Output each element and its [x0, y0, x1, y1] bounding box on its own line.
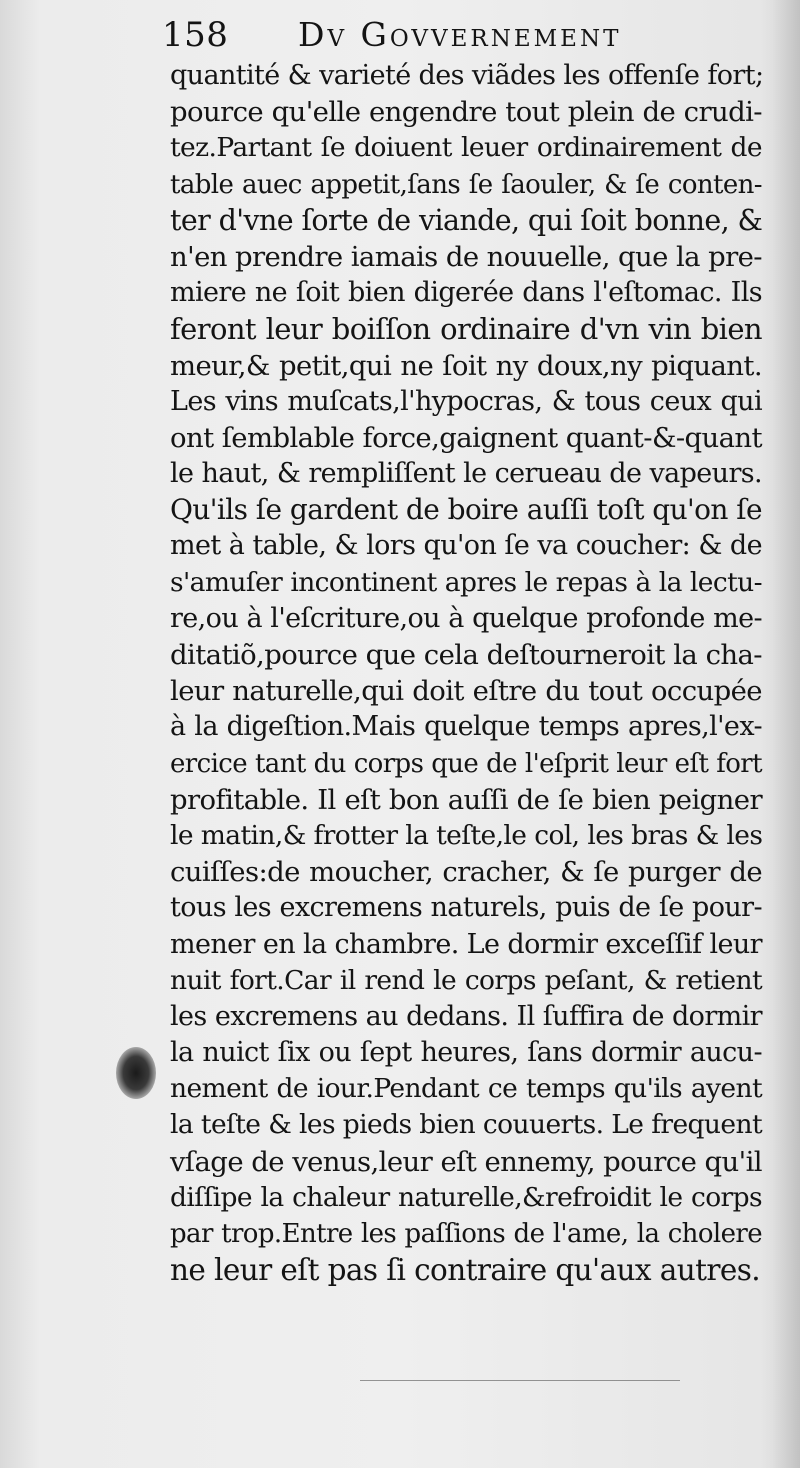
- text-line: table auec appetit,ſans ſe ſaouler, & ſe conten-: [170, 169, 762, 200]
- text-line: Les vins muſcats,l'hypocras, & tous ceux qui: [170, 385, 762, 417]
- text-line: cuiſſes:de moucher, cracher, & ſe purger de: [170, 856, 762, 889]
- text-line: nement de iour.Pendant ce temps qu'ils ayent: [170, 1073, 762, 1105]
- text-line: quantité & varieté des viãdes les offenſe fort;: [170, 60, 764, 91]
- text-line: pource qu'elle engendre tout plein de crudi-: [170, 96, 762, 129]
- text-line: n'en prendre iamais de nouuelle, que la pre-: [170, 240, 762, 273]
- text-line: par trop.Entre les paſſions de l'ame, la cholere: [170, 1219, 762, 1249]
- text-line: feront leur boiſſon ordinaire d'vn vin bien: [170, 312, 762, 347]
- text-line: le haut, & rempliſſent le cerueau de vapeurs.: [170, 458, 762, 490]
- text-line: met à table, & lors qu'on ſe va coucher: & de: [170, 530, 762, 562]
- text-line: profitable. Il eſt bon auſſi de ſe bien peigner: [170, 783, 762, 816]
- running-title: Dv Govvernement: [298, 15, 622, 54]
- text-line: tous les excremens naturels, puis de ſe pour-: [170, 892, 762, 924]
- text-line: vſage de venus,leur eſt ennemy, pource qu'il: [170, 1145, 762, 1178]
- page-number: 158: [162, 15, 229, 55]
- text-line: la teſte & les pieds bien couuerts. Le frequent: [170, 1109, 762, 1141]
- text-line: la nuict ſix ou ſept heures, ſans dormir aucu-: [170, 1037, 762, 1069]
- page-edge-shadow: [772, 0, 800, 1468]
- text-line: ont ſemblable force,gaignent quant-&-quant: [170, 421, 762, 454]
- text-line: leur naturelle,qui doit eſtre du tout occupée: [170, 675, 762, 708]
- text-line: ditatiõ,pource que cela deſtourneroit la cha-: [170, 639, 762, 671]
- text-line: les excremens au dedans. Il ſuffira de dormir: [170, 1000, 762, 1032]
- text-line: le matin,& frotter la teſte,le col, les bras & les: [170, 819, 763, 851]
- running-head: [162, 14, 762, 56]
- text-line: diſſipe la chaleur naturelle,&refroidit le corps: [170, 1181, 762, 1213]
- text-line: à la digeſtion.Mais quelque temps apres,l'ex-: [170, 711, 762, 743]
- text-line: ercice tant du corps que de l'eſprit leur eſt fort: [170, 748, 762, 779]
- body-text: [170, 58, 762, 1288]
- text-line: nuit fort.Car il rend le corps peſant, & retient: [170, 964, 762, 996]
- text-line: ne leur eſt pas ſi contraire qu'aux autres.: [170, 1253, 761, 1288]
- text-line: s'amuſer incontinent apres le repas à la lectu-: [170, 566, 762, 598]
- text-line: re,ou à l'eſcriture,ou à quelque profonde me-: [170, 602, 762, 634]
- closing-rule: [360, 1380, 680, 1381]
- text-line: miere ne ſoit bien digerée dans l'eſtomac. Ils: [170, 277, 762, 309]
- text-line: tez.Partant ſe doiuent leuer ordinairement de: [170, 132, 762, 164]
- text-line: mener en la chambre. Le dormir exceſſif leur: [170, 928, 762, 960]
- text-line: meur,& petit,qui ne ſoit ny doux,ny piquant.: [170, 349, 762, 382]
- ink-blot: [116, 1047, 156, 1099]
- text-line: Qu'ils ſe gardent de boire auſſi toſt qu'on ſe: [170, 493, 762, 527]
- text-line: ter d'vne ſorte de viande, qui ſoit bonne, &: [170, 203, 763, 237]
